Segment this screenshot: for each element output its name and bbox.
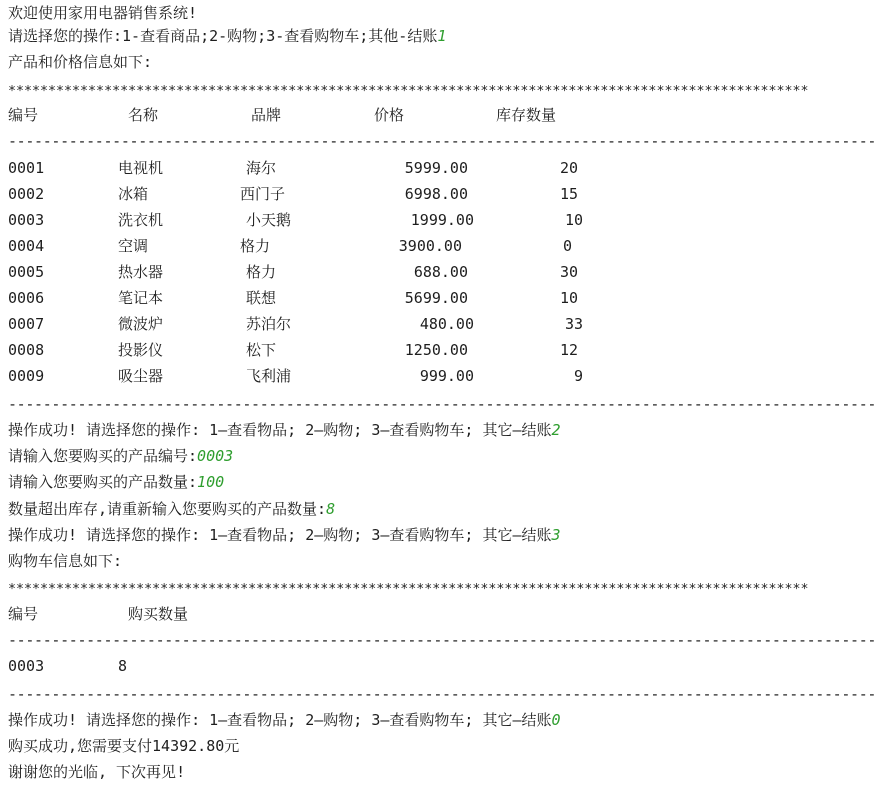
- menu-prompt-text: 请选择您的操作:1-查看商品;2-购物;3-查看购物车;其他-结账: [8, 27, 438, 45]
- product-name: 热水器: [118, 263, 164, 281]
- product-id: 0001: [8, 159, 45, 177]
- product-brand: 小天鹅: [246, 211, 292, 229]
- product-brand: 松下: [246, 341, 277, 359]
- product-brand: 苏泊尔: [246, 315, 292, 333]
- product-stock: 9: [573, 367, 583, 385]
- product-price: 5699.00: [404, 289, 468, 307]
- product-stock: 0: [562, 237, 572, 255]
- product-id: 0006: [8, 289, 45, 307]
- cart-header-id: 编号: [8, 605, 39, 623]
- welcome-line: 欢迎使用家用电器销售系统!: [8, 4, 198, 22]
- user-input-menu-choice: 3: [551, 526, 561, 544]
- product-id: 0005: [8, 263, 45, 281]
- product-stock: 20: [559, 159, 578, 177]
- op-success-line: [8, 417, 561, 443]
- header-brand: 品牌: [251, 106, 282, 124]
- thanks-line: 谢谢您的光临, 下次再见!: [8, 763, 186, 781]
- header-stock: 库存数量: [496, 106, 557, 124]
- product-stock: 30: [559, 263, 578, 281]
- product-price: 5999.00: [404, 159, 468, 177]
- stock-exceeded-text: 数量超出库存,请重新输入您要购买的产品数量:: [8, 500, 327, 518]
- user-input-menu-choice: 2: [551, 421, 561, 439]
- product-stock: 15: [559, 185, 578, 203]
- product-price: 6998.00: [404, 185, 468, 203]
- cart-header-qty: 购买数量: [128, 605, 189, 623]
- ask-quantity-text: 请输入您要购买的产品数量:: [8, 473, 198, 491]
- product-id: 0003: [8, 211, 45, 229]
- product-brand: 格力: [240, 237, 271, 255]
- product-name: 电视机: [118, 159, 164, 177]
- dash-separator: ----------------------------------------------------------------------------------------------------: [8, 685, 876, 703]
- user-input-menu-choice: 1: [437, 27, 447, 45]
- product-info-title: 产品和价格信息如下:: [8, 53, 153, 71]
- product-name: 笔记本: [118, 289, 164, 307]
- header-id: 编号: [8, 106, 39, 124]
- product-name: 冰箱: [118, 185, 149, 203]
- purchase-success-line: 购买成功,您需要支付14392.80元: [8, 737, 240, 755]
- product-stock: 10: [559, 289, 578, 307]
- product-brand: 西门子: [240, 185, 286, 203]
- product-name: 吸尘器: [118, 367, 164, 385]
- product-name: 投影仪: [118, 341, 164, 359]
- product-stock: 12: [559, 341, 578, 359]
- cart-item-id: 0003: [8, 657, 45, 675]
- cart-item-qty: 8: [118, 657, 128, 675]
- product-id: 0004: [8, 237, 45, 255]
- product-price: 3900.00: [398, 237, 462, 255]
- dash-separator: ----------------------------------------------------------------------------------------------------: [8, 631, 876, 649]
- star-separator: ****************************************************************************************************: [8, 582, 809, 597]
- user-input-menu-choice: 0: [551, 711, 561, 729]
- header-name: 名称: [128, 106, 159, 124]
- user-input-quantity: 100: [197, 473, 225, 491]
- cart-info-title: 购物车信息如下:: [8, 552, 123, 570]
- product-id: 0009: [8, 367, 45, 385]
- product-price: 1250.00: [404, 341, 468, 359]
- ask-quantity-line: [8, 469, 224, 495]
- menu-prompt-line: [8, 23, 446, 49]
- product-name: 微波炉: [118, 315, 164, 333]
- stock-exceeded-line: [8, 496, 335, 522]
- ask-product-id-line: [8, 443, 233, 469]
- user-input-quantity-retry: 8: [326, 500, 336, 518]
- op-success-text: 操作成功! 请选择您的操作: 1—查看物品; 2—购物; 3—查看购物车; 其它—结账: [8, 526, 552, 544]
- product-brand: 格力: [246, 263, 277, 281]
- product-price: 1999.00: [410, 211, 474, 229]
- product-stock: 10: [564, 211, 583, 229]
- product-id: 0008: [8, 341, 45, 359]
- product-name: 空调: [118, 237, 149, 255]
- op-success-line: [8, 707, 561, 733]
- product-price: 999.00: [419, 367, 474, 385]
- product-name: 洗衣机: [118, 211, 164, 229]
- op-success-line: [8, 522, 561, 548]
- product-price: 480.00: [419, 315, 474, 333]
- star-separator: ****************************************************************************************************: [8, 84, 809, 99]
- product-brand: 飞利浦: [246, 367, 292, 385]
- dash-separator: ----------------------------------------------------------------------------------------------------: [8, 395, 876, 413]
- product-brand: 联想: [246, 289, 277, 307]
- ask-product-id-text: 请输入您要购买的产品编号:: [8, 447, 198, 465]
- product-price: 688.00: [413, 263, 468, 281]
- product-brand: 海尔: [246, 159, 277, 177]
- header-price: 价格: [374, 106, 405, 124]
- dash-separator: ----------------------------------------------------------------------------------------------------: [8, 132, 876, 150]
- product-stock: 33: [564, 315, 583, 333]
- product-id: 0007: [8, 315, 45, 333]
- product-id: 0002: [8, 185, 45, 203]
- user-input-product-id: 0003: [197, 447, 234, 465]
- op-success-text: 操作成功! 请选择您的操作: 1—查看物品; 2—购物; 3—查看购物车; 其它—结账: [8, 421, 552, 439]
- op-success-text: 操作成功! 请选择您的操作: 1—查看物品; 2—购物; 3—查看购物车; 其它—结账: [8, 711, 552, 729]
